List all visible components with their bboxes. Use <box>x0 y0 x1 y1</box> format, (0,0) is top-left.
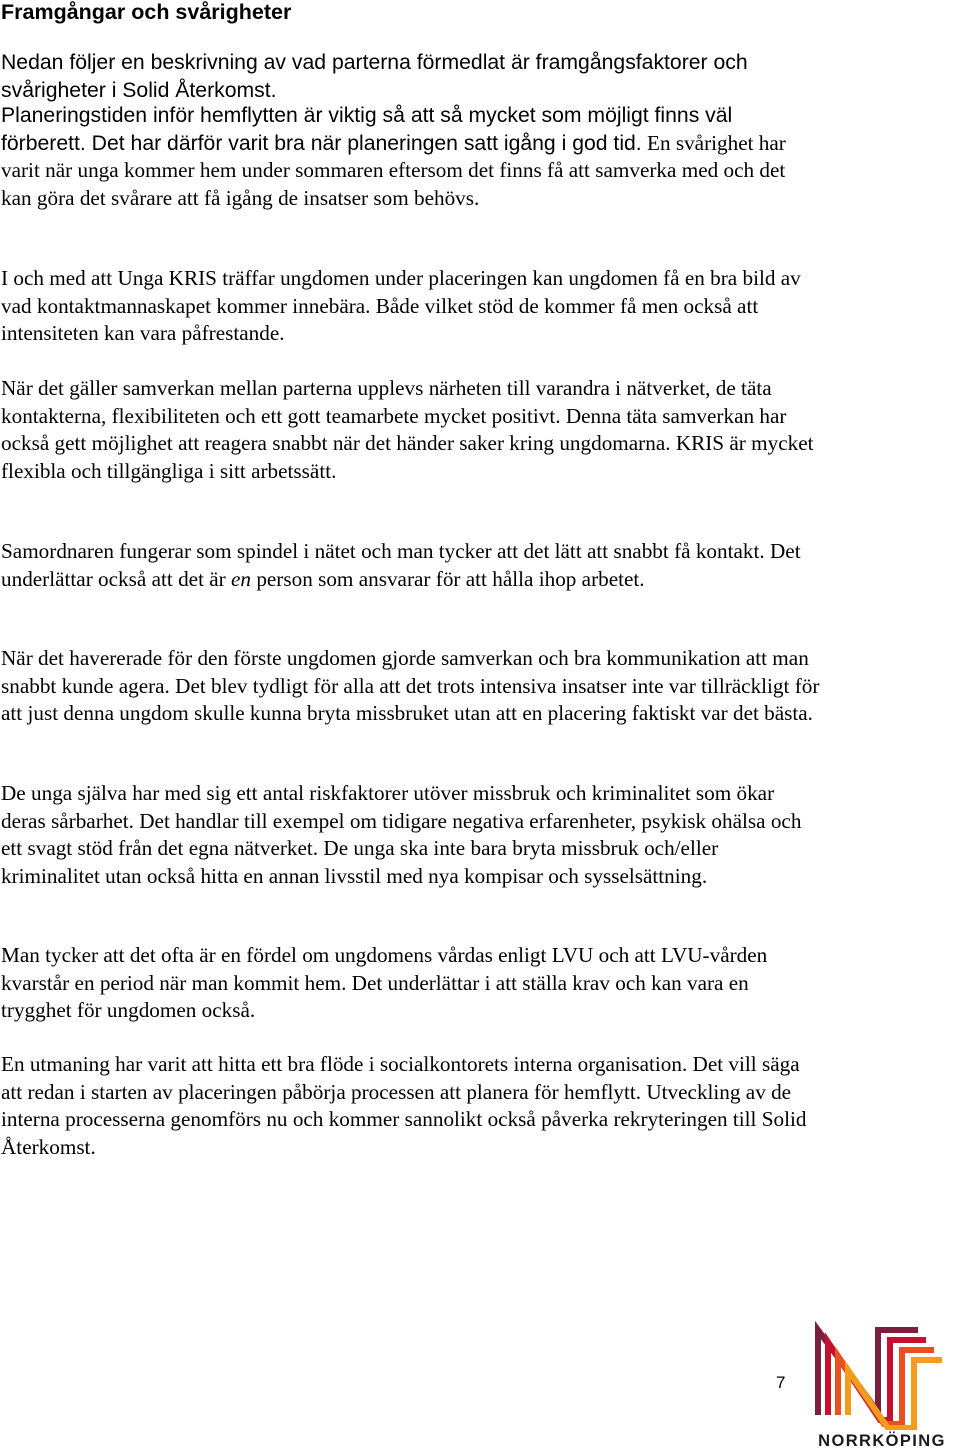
planning-paragraph-rest: En svårighet har varit när unga kommer hem under sommaren eftersom det finns få att samverka med och det kan göra det svårare att få igång de insatser som behövs. <box>1 130 786 210</box>
section-heading: Framgångar och svårigheter <box>1 0 292 24</box>
page-number: 7 <box>776 1373 786 1392</box>
coordinator-paragraph-end: person som ansvarar för att hålla ihop arbetet. <box>251 566 645 591</box>
coordinator-paragraph-emphasis: en <box>231 566 252 591</box>
challenge-paragraph: En utmaning har varit att hitta ett bra flöde i socialkontorets interna organisation. Det vill säga att redan i starten av placeringen påbörja processen att planera för hemflytt. Utveckling av de interna processerna genomförs nu och kommer sannolikt också påverka rekryteringen till Solid Återkomst. <box>1 1052 807 1159</box>
risk-factors-paragraph: De unga själva har med sig ett antal riskfaktorer utöver missbruk och kriminalitet som ökar deras sårbarhet. Det handlar till exempel om tidigare negativa erfarenheter, psykisk ohälsa och ett svagt stöd från det egna nätverket. De unga ska inte bara bryta missbruk och/eller kriminalitet utan också hitta en annan livsstil med nya kompisar och sysselsättning. <box>1 781 802 888</box>
norrkoping-logo-mark-icon <box>808 1320 956 1430</box>
collaboration-paragraph: När det gäller samverkan mellan parterna upplevs närheten till varandra i nätverket, de täta kontakterna, flexibiliteten och ett gott teamarbete mycket positivt. Denna täta samverkan har också gett möjlighet att reagera snabbt när det händer saker kring ungdomarna. KRIS är mycket flexibla och tillgängliga i sitt arbetssätt. <box>1 376 814 483</box>
coordinator-paragraph-start: Samordnaren fungerar som spindel i nätet och man tycker att det lätt att snabbt få kontakt. Det underlättar också att det är <box>1 539 801 591</box>
logo-wordmark: NORRKÖPING <box>818 1432 946 1450</box>
coordinator-paragraph <box>1 538 821 593</box>
breakdown-paragraph: När det havererade för den förste ungdomen gjorde samverkan och bra kommunikation att man snabbt kunde agera. Det blev tydligt för alla att det trots intensiva insatser inte var tillräckligt för att just denna ungdom skulle kunna bryta missbruket utan att en placering faktiskt var det bästa. <box>1 646 820 726</box>
norrkoping-logo <box>808 1320 956 1455</box>
unga-kris-paragraph: I och med att Unga KRIS träffar ungdomen under placeringen kan ungdomen få en bra bild av vad kontaktmannaskapet kommer innebära. Både vilket stöd de kommer få men också att intensiteten kan vara påfrestande. <box>1 266 801 346</box>
planning-paragraph <box>1 102 821 212</box>
planning-paragraph-lead: Planeringstiden inför hemflytten är viktig så att så mycket som möjligt finns väl förberett. Det har därför varit bra när planeringen satt igång i god tid. <box>1 104 733 155</box>
lvu-paragraph: Man tycker att det ofta är en fördel om ungdomens vårdas enligt LVU och att LVU-vården kvarstår en period när man kommit hem. Det underlättar i att ställa krav och kan vara en trygghet för ungdomen också. <box>1 943 768 1023</box>
intro-paragraph: Nedan följer en beskrivning av vad parterna förmedlat är framgångsfaktorer och svårigheter i Solid Återkomst. <box>1 51 748 102</box>
